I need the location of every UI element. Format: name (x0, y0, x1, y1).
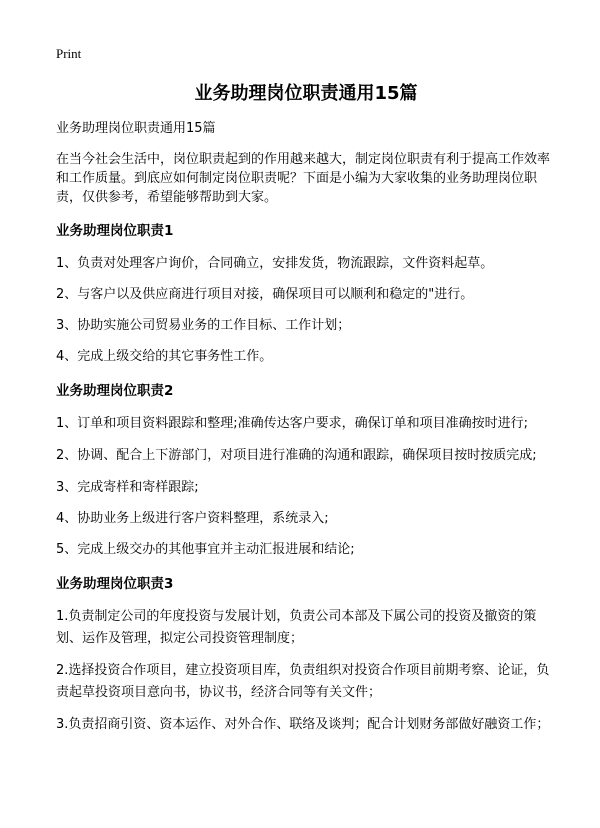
list-item: 4、协助业务上级进行客户资料整理，系统录入; (56, 511, 329, 526)
section-1 (56, 221, 556, 367)
section-3 (56, 574, 556, 736)
section-heading: 业务助理岗位职责1 (56, 223, 174, 239)
list-item: 4、完成上级交给的其它事务性工作。 (56, 349, 273, 364)
print-label: Print (56, 46, 82, 61)
section-heading: 业务助理岗位职责3 (56, 576, 174, 592)
list-item: 1、负责对处理客户询价，合同确立，安排发货，物流跟踪，文件资料起草。 (56, 256, 494, 271)
list-item: 2、与客户以及供应商进行项目对接，确保项目可以顺利和稳定的"进行。 (56, 287, 474, 302)
list-item: 1.负责制定公司的年度投资与发展计划，负责公司本部及下属公司的投资及撤资的策划、运作及管理，拟定公司投资管理制度； (56, 609, 537, 646)
list-item: 5、完成上级交办的其他事宜并主动汇报进展和结论; (56, 542, 355, 557)
list-item: 2.选择投资合作项目，建立投资项目库，负责组织对投资合作项目前期考察、论证，负责起草投资项目意向书，协议书，经济合同等有关文件； (56, 663, 550, 700)
list-item: 3.负责招商引资、资本运作、对外合作、联络及谈判；配合计划财务部做好融资工作； (56, 717, 550, 732)
list-item: 3、完成寄样和寄样跟踪; (56, 480, 199, 495)
list-item: 1、订单和项目资料跟踪和整理;准确传达客户要求，确保订单和项目准确按时进行; (56, 416, 529, 431)
document-subtitle: 业务助理岗位职责通用15篇 (56, 121, 216, 136)
list-item: 3、协助实施公司贸易业务的工作目标、工作计划； (56, 318, 351, 333)
intro-paragraph: 在当今社会生活中，岗位职责起到的作用越来越大，制定岗位职责有利于提高工作效率和工作质量。到底应如何制定岗位职责呢？下面是小编为大家收集的业务助理岗位职责，仅供参考，希望能够帮助到大家。 (56, 152, 551, 205)
section-2 (56, 381, 556, 560)
list-item: 2、协调、配合上下游部门，对项目进行准确的沟通和跟踪，确保项目按时按质完成; (56, 448, 537, 463)
section-heading: 业务助理岗位职责2 (56, 383, 174, 399)
document-title: 业务助理岗位职责通用15篇 (194, 83, 418, 104)
